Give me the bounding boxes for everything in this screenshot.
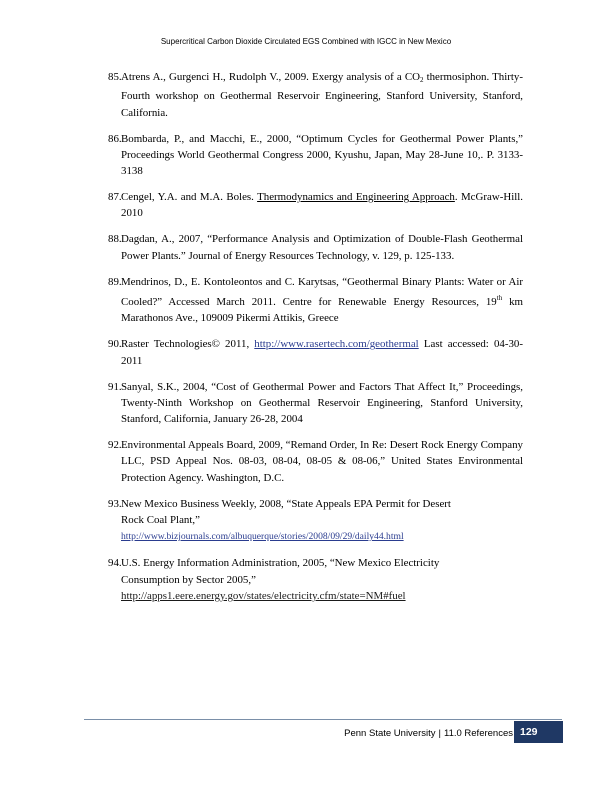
footer-separator: | <box>438 728 441 739</box>
superscript: th <box>496 294 503 303</box>
reference-text: Atrens A., Gurgenci H., Rudolph V., 2009. Exergy analysis of a CO <box>121 71 420 83</box>
reference-number: 94. <box>108 557 122 570</box>
reference-item <box>108 189 523 222</box>
reference-item <box>108 496 523 546</box>
reference-text: Bombarda, P., and Macchi, E., 2000, “Optimum Cycles for Geothermal Power Plants,” Proceedings World Geothermal Congress 2000, Kyushu, Japan, May 28-June 10,. P. 3133-3138 <box>121 132 523 178</box>
reference-text: Last accessed: 04-30-2011 <box>121 338 523 367</box>
reference-number: 87. <box>108 191 122 204</box>
footer-label <box>344 728 513 739</box>
reference-text: . McGraw-Hill. 2010 <box>121 191 523 220</box>
page-number: 129 <box>520 726 538 738</box>
reference-number: 86. <box>108 132 122 145</box>
reference-text: Rock Coal Plant,” <box>121 514 200 527</box>
reference-link[interactable]: http://apps1.eere.energy.gov/states/electricity.cfm/state=NM#fuel <box>121 589 406 602</box>
footer-section: 11.0 References <box>443 728 513 739</box>
subscript: 2 <box>419 76 424 84</box>
reference-text: thermosiphon. Thirty-Fourth workshop on Geothermal Reservoir Engineering, Stanford University, Stanford, California. <box>121 71 523 119</box>
running-header: Supercritical Carbon Dioxide Circulated EGS Combined with IGCC in New Mexico <box>160 37 452 46</box>
reference-item <box>108 69 523 121</box>
reference-item <box>108 555 523 604</box>
reference-number: 88. <box>108 233 122 246</box>
reference-number: 92. <box>108 439 122 452</box>
reference-item <box>108 274 523 327</box>
reference-text: Consumption by Sector 2005,” <box>121 573 256 586</box>
reference-item <box>108 231 523 264</box>
reference-link[interactable]: http://www.bizjournals.com/albuquerque/stories/2008/09/29/daily44.html <box>121 531 404 543</box>
reference-number: 91. <box>108 380 122 393</box>
reference-text: Cengel, Y.A. and M.A. Boles. <box>121 191 258 204</box>
reference-item <box>108 131 523 180</box>
reference-text: Mendrinos, D., E. Kontoleontos and C. Karytsas, “Geothermal Binary Plants: Water or Air Cooled?” Accessed March 2011. Centre for Renewable Energy Resources, 19 <box>121 275 523 309</box>
reference-text: Environmental Appeals Board, 2009, “Remand Order, In Re: Desert Rock Energy Company LLC, PSD Appeal Nos. 08-03, 08-04, 08-05 & 08-06,” United States Environmental Protection Agency. Washington, D.C. <box>121 439 523 484</box>
reference-text: U.S. Energy Information Administration, 2005, “New Mexico Electricity <box>121 557 440 570</box>
reference-text: Dagdan, A., 2007, “Performance Analysis and Optimization of Double-Flash Geothermal Power Plants.” Journal of Energy Resources Technology, v. 129, p. 125-133. <box>121 233 523 262</box>
reference-text: km Marathonos Ave., 109009 Pikermi Attikis, Greece <box>121 296 524 325</box>
reference-link[interactable]: http://www.rasertech.com/geothermal <box>254 338 419 351</box>
reference-item <box>108 379 523 428</box>
footer-rule <box>84 719 562 720</box>
reference-text: Sanyal, S.K., 2004, “Cost of Geothermal Power and Factors That Affect It,” Proceedings, Twenty-Ninth Workshop on Geothermal Reservoir Engineering, Stanford University, Stanford, California, January 26-28, 2004 <box>121 380 523 426</box>
reference-text: New Mexico Business Weekly, 2008, “State Appeals EPA Permit for Desert <box>121 497 451 510</box>
footer-institution: Penn State University <box>344 728 436 739</box>
reference-text: Raster Technologies© 2011, <box>121 338 255 351</box>
reference-number: 85. <box>108 71 122 83</box>
reference-number: 90. <box>108 338 122 351</box>
book-title: Thermodynamics and Engineering Approach <box>257 191 455 204</box>
reference-item <box>108 336 523 369</box>
reference-number: 89. <box>108 275 122 288</box>
reference-list <box>108 69 523 614</box>
reference-item <box>108 437 523 486</box>
reference-number: 93. <box>108 497 122 510</box>
